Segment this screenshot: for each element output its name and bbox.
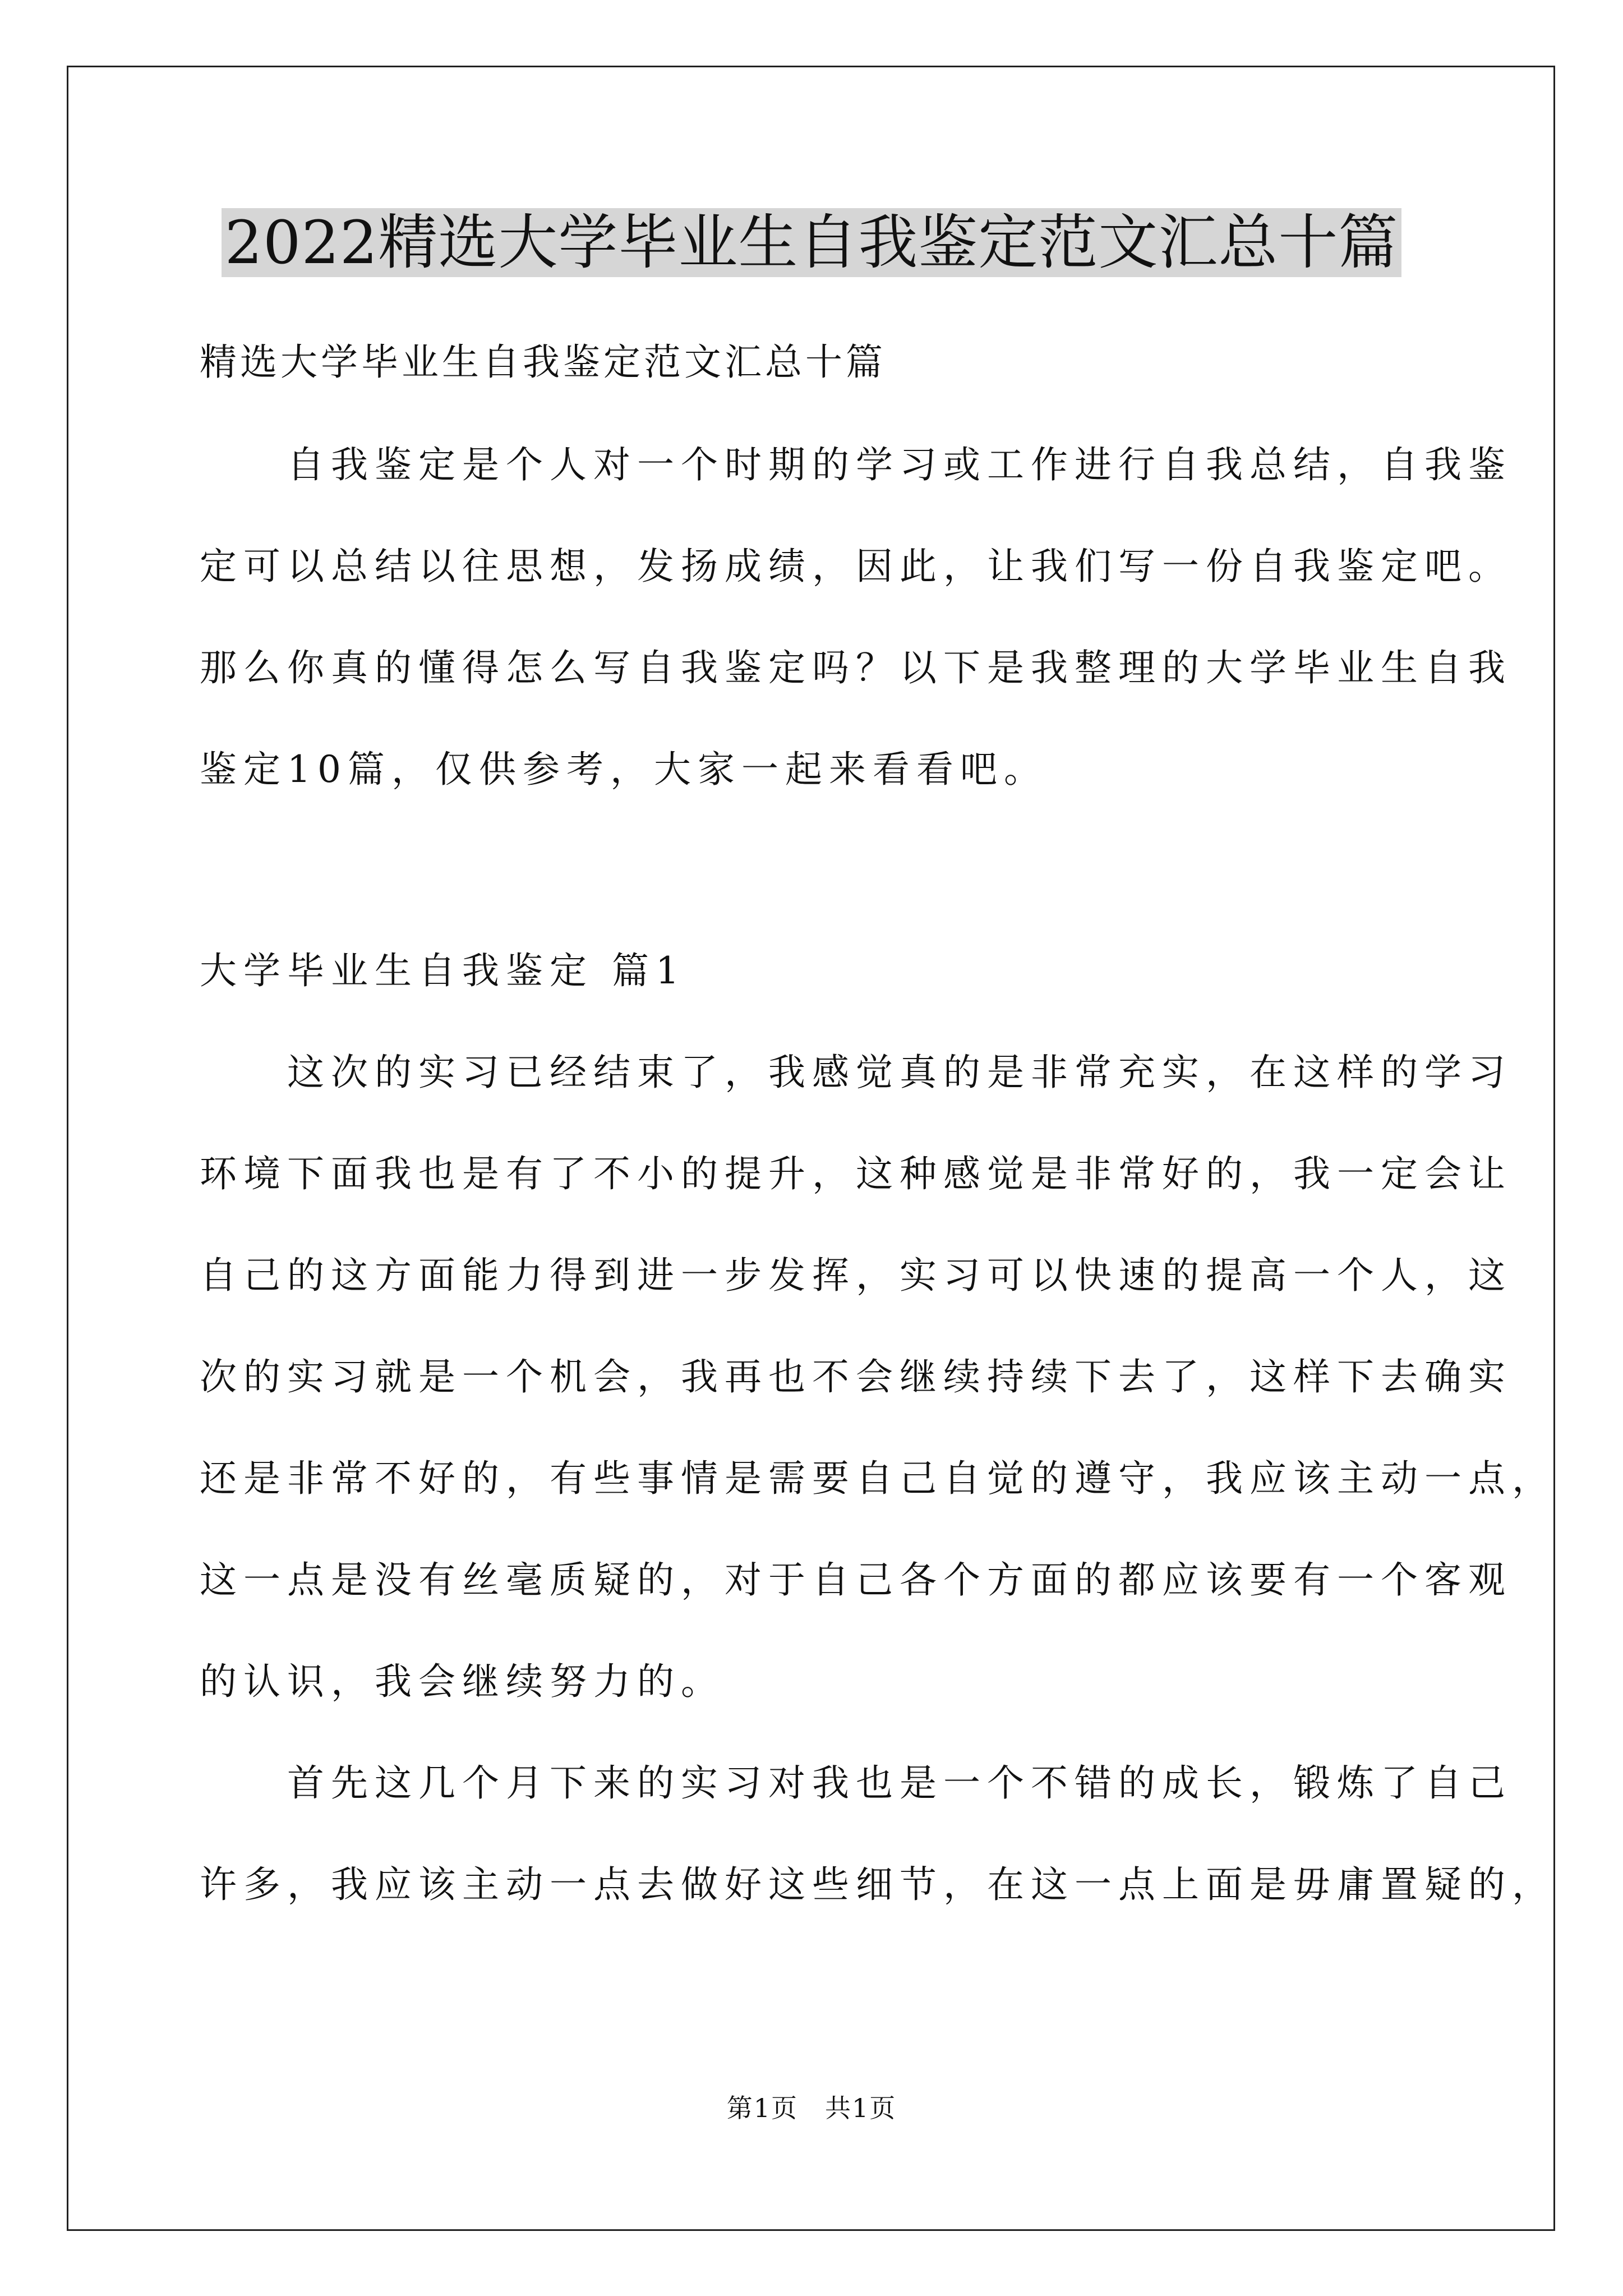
section-spacer bbox=[200, 820, 1433, 920]
paragraph-1 bbox=[200, 1022, 1556, 1732]
document-title bbox=[0, 204, 1623, 282]
intro-line: 自我鉴定是个人对一个时期的学习或工作进行自我总结，自我鉴 bbox=[200, 443, 1512, 486]
intro-paragraph bbox=[200, 414, 1512, 820]
paragraph-line: 这一点是没有丝毫质疑的，对于自己各个方面的都应该要有一个客观 bbox=[200, 1558, 1512, 1602]
intro-line: 那么你真的懂得怎么写自我鉴定吗？以下是我整理的大学毕业生自我 bbox=[200, 646, 1512, 689]
paragraph-line: 环境下面我也是有了不小的提升，这种感觉是非常好的，我一定会让 bbox=[200, 1152, 1512, 1195]
paragraph-line: 的认识，我会继续努力的。 bbox=[200, 1660, 725, 1703]
document-body bbox=[200, 311, 1556, 1935]
intro-line: 定可以总结以往思想，发扬成绩，因此，让我们写一份自我鉴定吧。 bbox=[200, 545, 1512, 588]
paragraph-line: 自己的这方面能力得到进一步发挥，实习可以快速的提高一个人，这 bbox=[200, 1254, 1512, 1297]
paragraph-line: 首先这几个月下来的实习对我也是一个不错的成长，锻炼了自己 bbox=[200, 1761, 1512, 1805]
section-heading: 大学毕业生自我鉴定 篇1 bbox=[200, 949, 686, 992]
page-number-footer: 第1页 共1页 bbox=[726, 2093, 897, 2123]
paragraph-line: 这次的实习已经结束了，我感觉真的是非常充实，在这样的学习 bbox=[200, 1051, 1512, 1094]
paragraph-line: 还是非常不好的，有些事情是需要自己自觉的遵守，我应该主动一点， bbox=[200, 1457, 1556, 1500]
paragraph-line: 次的实习就是一个机会，我再也不会继续持续下去了，这样下去确实 bbox=[200, 1355, 1512, 1398]
document-title-text: 2022精选大学毕业生自我鉴定范文汇总十篇 bbox=[222, 208, 1402, 277]
paragraph-line: 许多，我应该主动一点去做好这些细节，在这一点上面是毋庸置疑的， bbox=[200, 1863, 1556, 1906]
intro-line: 鉴定10篇，仅供参考，大家一起来看看吧。 bbox=[200, 748, 1048, 791]
paragraph-2 bbox=[200, 1732, 1556, 1935]
document-subtitle: 精选大学毕业生自我鉴定范文汇总十篇 bbox=[200, 341, 886, 384]
